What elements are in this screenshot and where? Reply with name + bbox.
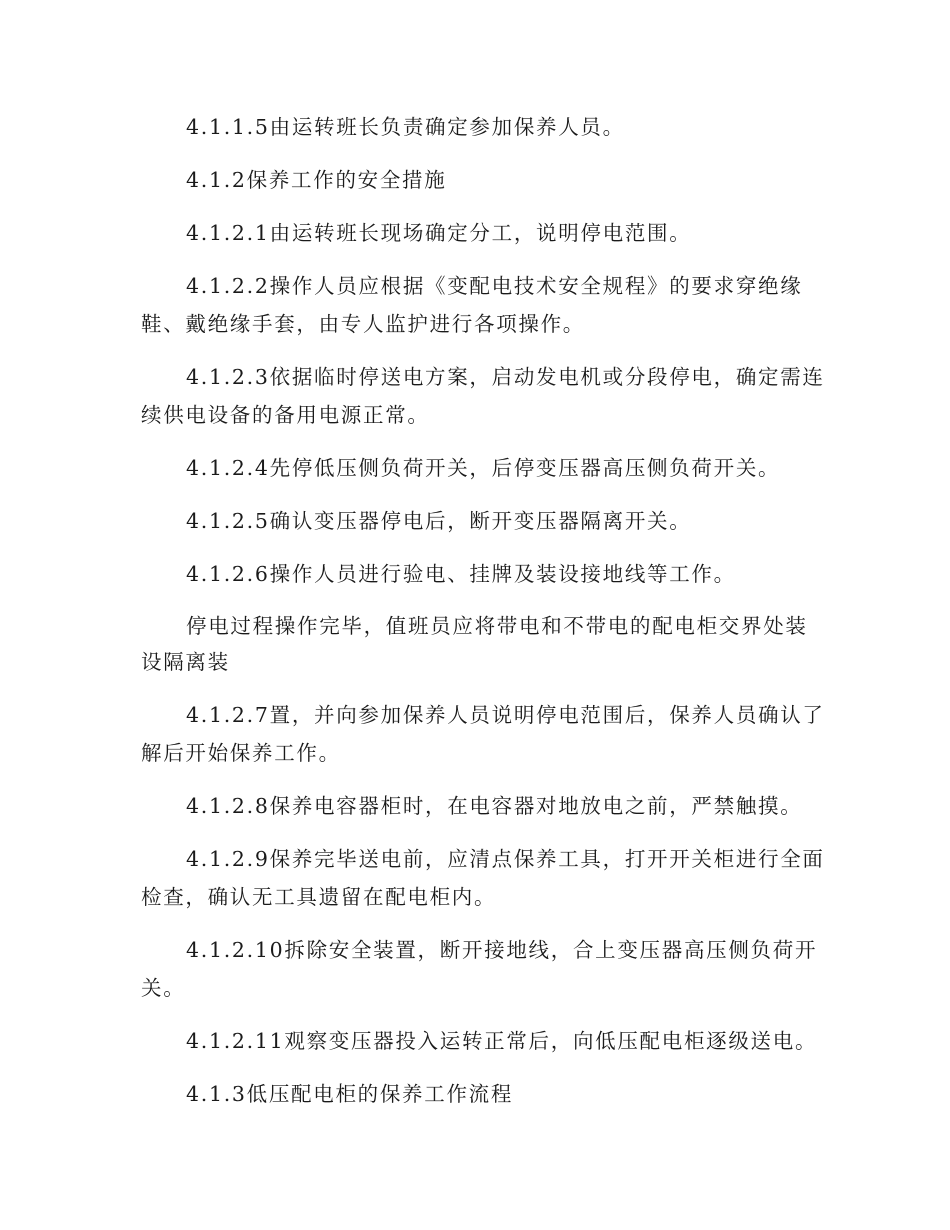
paragraph-4-1-1-5: 4.1.1.5由运转班长负责确定参加保养人员。 [186, 115, 625, 139]
paragraph-4-1-2-4: 4.1.2.4先停低压侧负荷开关，后停变压器高压侧负荷开关。 [186, 456, 781, 480]
paragraph-4-1-2-7-line1: 4.1.2.7置，并向参加保养人员说明停电范围后，保养人员确认了 [186, 703, 825, 727]
heading-4-1-3: 4.1.3低压配电柜的保养工作流程 [186, 1082, 514, 1106]
paragraph-4-1-2-10-line1: 4.1.2.10拆除安全装置，断开接地线，合上变压器高压侧负荷开 [186, 938, 818, 962]
heading-4-1-2: 4.1.2保养工作的安全措施 [186, 168, 447, 192]
paragraph-4-1-2-3-line2: 续供电设备的备用电源正常。 [141, 403, 430, 427]
paragraph-4-1-2-2-line1: 4.1.2.2操作人员应根据《变配电技术安全规程》的要求穿绝缘 [186, 274, 803, 298]
paragraph-4-1-2-3-line1: 4.1.2.3依据临时停送电方案，启动发电机或分段停电，确定需连 [186, 365, 825, 389]
paragraph-4-1-2-1: 4.1.2.1由运转班长现场确定分工，说明停电范围。 [186, 221, 692, 245]
paragraph-4-1-2-6: 4.1.2.6操作人员进行验电、挂牌及装设接地线等工作。 [186, 562, 736, 586]
paragraph-outage-note-line2: 设隔离装 [141, 650, 230, 674]
paragraph-4-1-2-11: 4.1.2.11观察变压器投入运转正常后，向低压配电柜逐级送电。 [186, 1029, 818, 1053]
paragraph-4-1-2-5: 4.1.2.5确认变压器停电后，断开变压器隔离开关。 [186, 509, 692, 533]
paragraph-4-1-2-7-line2: 解后开始保养工作。 [141, 741, 341, 765]
paragraph-4-1-2-2-line2: 鞋、戴绝缘手套，由专人监护进行各项操作。 [141, 312, 585, 336]
paragraph-4-1-2-8: 4.1.2.8保养电容器柜时，在电容器对地放电之前，严禁触摸。 [186, 794, 803, 818]
paragraph-4-1-2-9-line1: 4.1.2.9保养完毕送电前，应清点保养工具，打开开关柜进行全面 [186, 847, 825, 871]
paragraph-4-1-2-9-line2: 检查，确认无工具遗留在配电柜内。 [141, 885, 497, 909]
paragraph-outage-note-line1: 停电过程操作完毕，值班员应将带电和不带电的配电柜交界处装 [186, 614, 808, 638]
paragraph-4-1-2-10-line2: 关。 [141, 976, 186, 1000]
